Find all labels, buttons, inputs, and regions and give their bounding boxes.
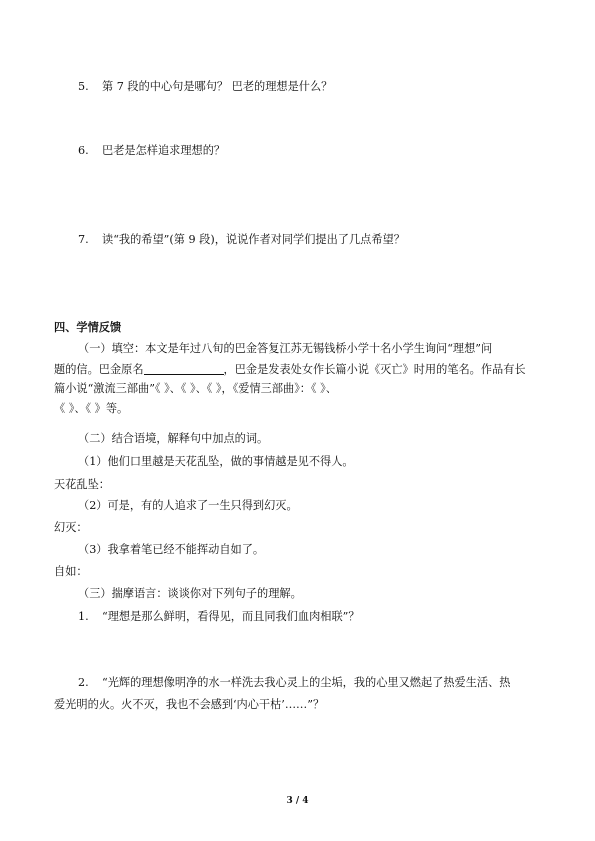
language-question-2-cont: 爱光明的火。火不灭，我也不会感到‘内心干枯’……”？	[54, 698, 325, 711]
answer-blank[interactable]	[144, 362, 224, 375]
vocab-answer-label-3: 自如：	[54, 565, 88, 578]
fill-in-line-2	[54, 362, 526, 377]
vocab-answer-label-2: 幻灭：	[54, 521, 88, 534]
question-number: 2.	[78, 676, 89, 689]
vocab-sentence-3: （3）我拿着笔已经不能挥动自如了。	[78, 543, 265, 556]
fill-in-text: 题的信。巴金原名	[54, 363, 144, 376]
language-intro: （三）揣摩语言：谈谈你对下列句子的理解。	[78, 587, 302, 600]
question-number: 7.	[78, 233, 89, 246]
question-number: 1.	[78, 610, 89, 623]
fill-in-line-3: 篇小说“激流三部曲”《 》、《 》、《 》，《爱情三部曲》：《 》、	[54, 382, 337, 395]
fill-in-line-1: （一）填空：本文是年过八旬的巴金答复江苏无锡钱桥小学十名小学生询问“理想”问	[78, 342, 493, 355]
question-text: “理想是那么鲜明，看得见，而且同我们血肉相联”？	[102, 610, 360, 623]
question-text: 第 7 段的中心句是哪句？ 巴老的理想是什么？	[102, 80, 333, 93]
vocab-answer-label-1: 天花乱坠：	[54, 478, 110, 491]
question-number: 6.	[78, 144, 89, 157]
question-text: 读“我的希望”(第 9 段)，说说作者对同学们提出了几点希望？	[102, 233, 405, 246]
language-question-2	[78, 676, 510, 690]
question-6	[78, 144, 225, 158]
fill-in-line-4: 《 》、《 》等。	[54, 402, 129, 415]
question-text: 巴老是怎样追求理想的？	[102, 144, 226, 157]
vocab-sentence-2: （2）可是，有的人追求了一生只得到幻灭。	[78, 499, 298, 512]
question-5	[78, 80, 332, 94]
language-question-1	[78, 610, 360, 624]
vocab-intro: （二）结合语境，解释句中加点的词。	[78, 432, 269, 445]
question-7	[78, 233, 405, 247]
page-number: 3 / 4	[286, 796, 309, 806]
vocab-sentence-1: （1）他们口里越是天花乱坠，做的事情越是见不得人。	[78, 455, 354, 468]
question-text: “光辉的理想像明净的水一样洗去我心灵上的尘垢，我的心里又燃起了热爱生活、热	[102, 676, 511, 689]
fill-in-text: ，巴金是发表处女作长篇小说《灭亡》时用的笔名。作品有长	[223, 363, 526, 376]
section-heading: 四、学情反馈	[54, 321, 122, 334]
question-number: 5.	[78, 80, 89, 93]
